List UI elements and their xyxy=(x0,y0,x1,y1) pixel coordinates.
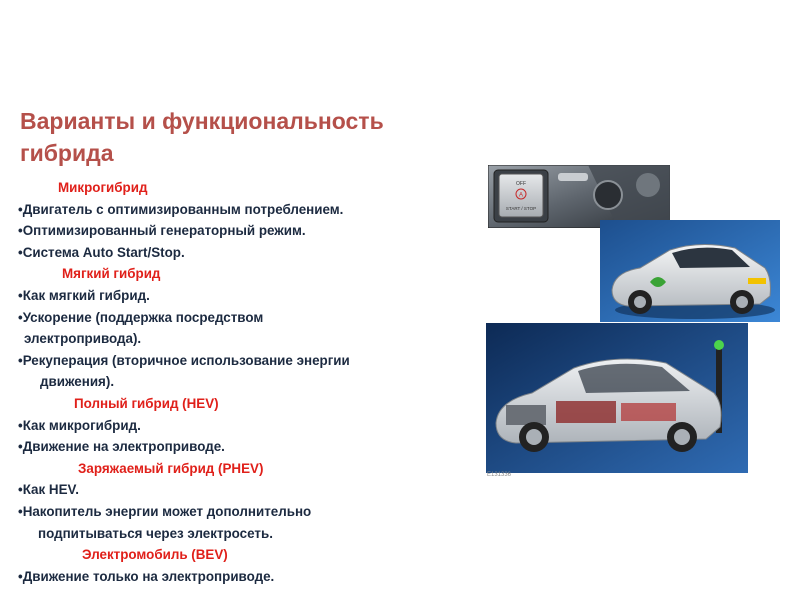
list-item-continuation: электропривода). xyxy=(24,331,142,347)
section-heading-mild: Мягкий гибрид xyxy=(62,266,161,282)
start-stop-button-photo xyxy=(488,165,670,228)
list-item: •Накопитель энергии может дополнительно xyxy=(18,503,312,519)
list-item-continuation: движения). xyxy=(40,374,115,390)
button-a-label: A xyxy=(518,192,524,199)
list-item: •Система Auto Start/Stop. xyxy=(18,244,185,260)
list-item: •Ускорение (поддержка посредством xyxy=(18,309,264,325)
list-item: •Оптимизированный генераторный режим. xyxy=(18,223,306,239)
slide-title: Варианты и функциональность гибрида xyxy=(20,108,384,166)
list-item: •Как микрогибрид. xyxy=(18,417,141,433)
list-item: •Рекуперация (вторичное использование энергии xyxy=(18,352,350,368)
section-heading-micro: Микрогибрид xyxy=(58,180,148,195)
button-off-label: OFF xyxy=(516,181,526,187)
button-start-label: START / STOP xyxy=(505,206,537,211)
section-heading-hev: Полный гибрид (HEV) xyxy=(74,395,219,411)
list-item-continuation: подпитываться через электросеть. xyxy=(38,525,273,541)
list-item: •Как HEV. xyxy=(18,482,79,498)
hybrid-car-exterior-photo xyxy=(600,220,780,322)
section-heading-bev: Электромобиль (BEV) xyxy=(82,547,228,563)
list-item: •Как мягкий гибрид. xyxy=(18,287,150,303)
list-item: •Движение только на электроприводе. xyxy=(18,568,275,584)
hybrid-car-cutaway-photo xyxy=(486,323,748,473)
image-caption: E131336 xyxy=(487,472,512,478)
content-list xyxy=(18,177,478,587)
list-item: •Движение на электроприводе. xyxy=(18,439,225,455)
list-item: •Двигатель с оптимизированным потреблением. xyxy=(18,201,344,217)
section-heading-phev: Заряжаемый гибрид (PHEV) xyxy=(78,460,264,476)
